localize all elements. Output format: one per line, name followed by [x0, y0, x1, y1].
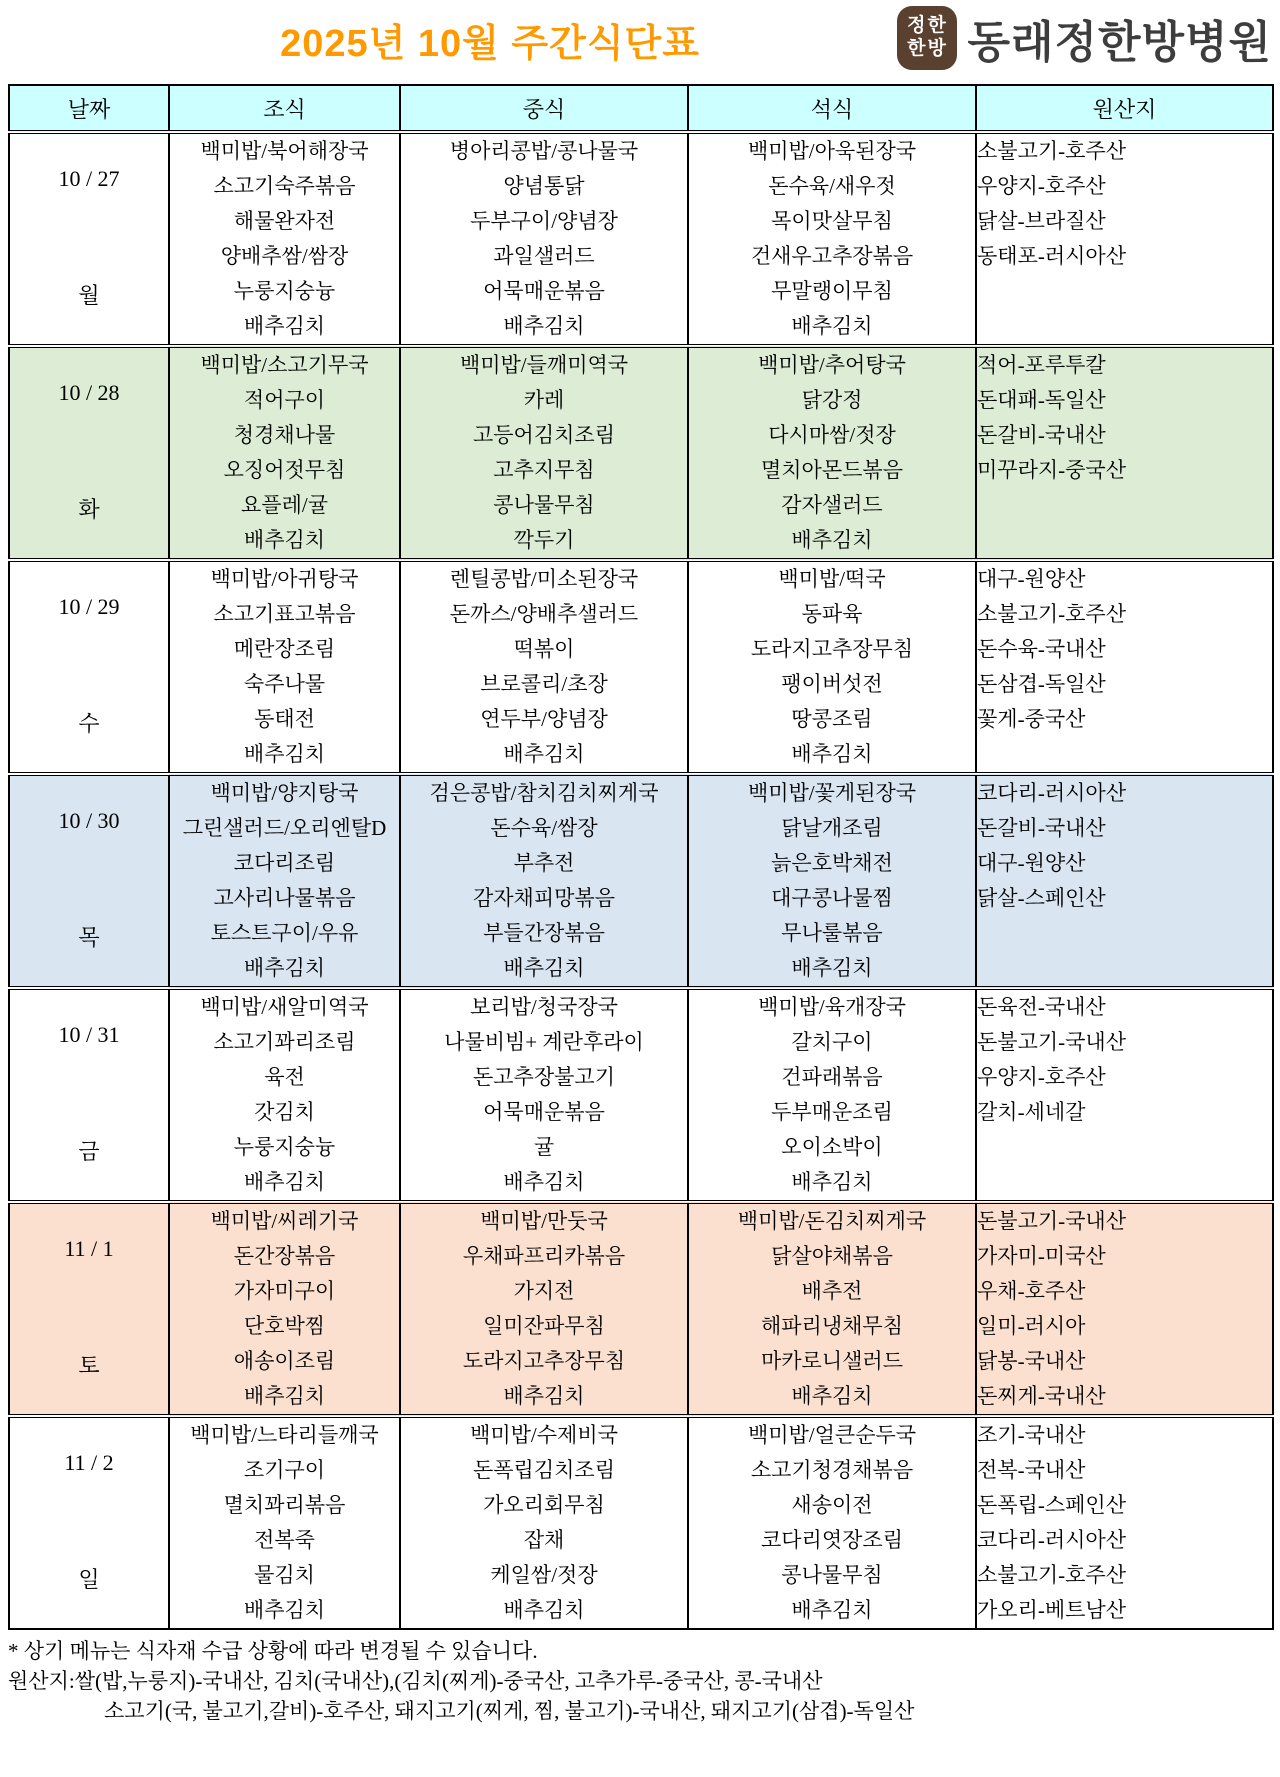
menu-item: 백미밥/새알미역국 [200, 995, 369, 1019]
menu-item: 배추김치 [791, 528, 873, 552]
menu-item: 백미밥/아귀탕국 [210, 567, 359, 591]
origin-item: 돈삼겹-독일산 [977, 672, 1106, 696]
menu-item: 감자샐러드 [781, 493, 883, 517]
menu-item: 배추김치 [791, 1170, 873, 1194]
menu-item: 백미밥/꽃게된장국 [747, 781, 917, 805]
menu-item: 배추김치 [503, 956, 585, 980]
menu-item: 도라지고추장무침 [462, 1349, 626, 1373]
menu-item: 부들간장볶음 [483, 921, 605, 945]
day-of-week-label: 화 [78, 497, 100, 522]
origin-item: 우채-호주산 [977, 1279, 1086, 1303]
menu-item: 적어구이 [243, 388, 326, 412]
menu-item: 귤 [533, 1135, 555, 1159]
origin-cell [976, 560, 1273, 774]
menu-item: 카레 [523, 388, 565, 412]
menu-item: 고등어김치조림 [472, 423, 615, 447]
menu-item: 닭강정 [801, 388, 863, 412]
menu-item: 양배추쌈/쌈장 [220, 244, 349, 268]
menu-item: 땅콩조림 [791, 707, 873, 731]
menu-item: 전복죽 [254, 1528, 315, 1552]
menu-item: 돈수육/새우젓 [768, 174, 896, 198]
menu-item: 연두부/양념장 [480, 707, 608, 731]
origin-cell [976, 346, 1273, 560]
menu-item: 두부구이/양념장 [470, 209, 618, 233]
origin-cell [976, 1202, 1273, 1416]
breakfast-cell [169, 132, 400, 346]
menu-item: 배추김치 [503, 1598, 585, 1622]
menu-row [9, 560, 1273, 774]
menu-item: 백미밥/추어탕국 [758, 353, 906, 377]
col-header-date: 날짜 [9, 85, 169, 132]
page-footer [8, 1636, 1280, 1726]
menu-item: 백미밥/아욱된장국 [747, 139, 917, 163]
origin-item: 코다리-러시아산 [977, 1528, 1126, 1552]
menu-item: 닭날개조림 [781, 816, 883, 840]
stamp-text-top: 정한 [907, 15, 948, 37]
date-label: 10 / 31 [58, 1022, 120, 1047]
menu-item: 단호박찜 [243, 1314, 326, 1338]
hospital-name: 동래정한방병원 [967, 18, 1272, 67]
date-cell [9, 1416, 169, 1629]
page-title: 2025년 10월 주간식단표 [280, 23, 700, 65]
date-cell [9, 988, 169, 1202]
menu-item: 건파래볶음 [781, 1065, 883, 1089]
menu-item: 백미밥/소고기무국 [200, 353, 369, 377]
menu-item: 돈수육/쌈장 [490, 816, 598, 840]
menu-item: 도라지고추장무침 [750, 637, 914, 661]
day-of-week-label: 수 [78, 711, 100, 736]
col-header-origin: 원산지 [976, 85, 1273, 132]
date-label: 10 / 29 [58, 594, 120, 619]
origin-note-line2: 소고기(국, 불고기,갈비)-호주산, 돼지고기(찌게, 찜, 불고기)-국내산, 돼지고기(삼겹)-독일산 [104, 1699, 915, 1723]
date-cell [9, 346, 169, 560]
menu-item: 보리밥/청국장국 [470, 995, 618, 1019]
menu-item: 백미밥/수제비국 [470, 1423, 618, 1447]
menu-item: 오징어젓무침 [223, 458, 346, 482]
menu-item: 멸치아몬드볶음 [760, 458, 903, 482]
menu-item: 건새우고추장볶음 [750, 244, 914, 268]
origin-item: 돈육전-국내산 [977, 995, 1106, 1019]
menu-item: 무말랭이무침 [771, 279, 893, 303]
menu-item: 목이맛살무침 [771, 209, 893, 233]
dinner-cell [688, 988, 976, 1202]
menu-item: 두부매운조림 [771, 1100, 893, 1124]
menu-row [9, 1416, 1273, 1629]
menu-item: 누룽지숭늉 [233, 1135, 336, 1159]
col-header-breakfast: 조식 [169, 85, 400, 132]
origin-item: 닭살-스페인산 [977, 886, 1106, 910]
menu-item: 고사리나물볶음 [213, 886, 356, 910]
col-header-dinner: 석식 [688, 85, 976, 132]
menu-item: 일미잔파무침 [483, 1314, 605, 1338]
menu-row [9, 988, 1273, 1202]
origin-item: 우양지-호주산 [977, 1065, 1106, 1089]
origin-item: 우양지-호주산 [977, 174, 1106, 198]
origin-cell [976, 774, 1273, 988]
dinner-cell [688, 346, 976, 560]
origin-item: 미꾸라지-중국산 [977, 458, 1126, 482]
day-of-week-label: 목 [78, 925, 100, 950]
menu-item: 코다리엿장조림 [760, 1528, 903, 1552]
day-of-week-label: 금 [78, 1139, 100, 1164]
origin-item: 돈대패-독일산 [977, 388, 1106, 412]
menu-item: 백미밥/북어해장국 [200, 139, 369, 163]
dinner-cell [688, 560, 976, 774]
breakfast-cell [169, 346, 400, 560]
menu-item: 백미밥/돈김치찌게국 [737, 1209, 927, 1233]
menu-item: 우채파프리카볶음 [462, 1244, 626, 1268]
origin-item: 닭봉-국내산 [977, 1349, 1086, 1373]
dinner-cell [688, 1202, 976, 1416]
menu-item: 나물비빔+ 계란후라이 [444, 1030, 644, 1054]
menu-item: 오이소박이 [781, 1135, 883, 1159]
origin-item: 닭살-브라질산 [977, 209, 1106, 233]
menu-item: 가오리회무침 [483, 1493, 605, 1517]
menu-change-note: * 상기 메뉴는 식자재 수급 상황에 따라 변경될 수 있습니다. [8, 1639, 538, 1663]
menu-item: 배추김치 [243, 1170, 326, 1194]
menu-item: 배추김치 [791, 1384, 873, 1408]
breakfast-cell [169, 988, 400, 1202]
origin-item: 돈불고기-국내산 [977, 1209, 1126, 1233]
date-cell [9, 132, 169, 346]
menu-item: 백미밥/들깨미역국 [459, 353, 629, 377]
menu-item: 돈폭립김치조림 [472, 1458, 615, 1482]
dinner-cell [688, 1416, 976, 1629]
origin-item: 대구-원양산 [977, 567, 1086, 591]
menu-item: 백미밥/얼큰순두국 [747, 1423, 917, 1447]
origin-item: 돈수육-국내산 [977, 637, 1106, 661]
menu-item: 배추전 [801, 1279, 863, 1303]
hospital-logo [897, 6, 1272, 70]
menu-item: 소고기숙주볶음 [213, 174, 356, 198]
menu-item: 닭살야채볶음 [771, 1244, 893, 1268]
date-label: 11 / 1 [64, 1236, 114, 1261]
menu-item: 마카로니샐러드 [760, 1349, 903, 1373]
date-label: 10 / 28 [58, 380, 120, 405]
origin-item: 돈불고기-국내산 [977, 1030, 1126, 1054]
menu-item: 다시마쌈/젓장 [768, 423, 896, 447]
menu-item: 배추김치 [243, 1598, 326, 1622]
lunch-cell [400, 346, 688, 560]
menu-item: 배추김치 [243, 1384, 326, 1408]
menu-item: 배추김치 [791, 1598, 873, 1622]
origin-item: 조기-국내산 [977, 1423, 1086, 1447]
menu-item: 물김치 [254, 1563, 315, 1587]
date-label: 10 / 30 [58, 808, 120, 833]
menu-item: 동파육 [801, 602, 863, 626]
breakfast-cell [169, 774, 400, 988]
menu-item: 소고기청경채볶음 [750, 1458, 914, 1482]
origin-item: 대구-원양산 [977, 851, 1086, 875]
weekly-menu-table [8, 84, 1274, 1630]
menu-item: 새송이전 [791, 1493, 873, 1517]
menu-item: 배추김치 [243, 956, 326, 980]
stamp-text-bottom: 한방 [907, 38, 948, 59]
origin-item: 소불고기-호주산 [977, 1563, 1126, 1587]
menu-item: 돈고추장불고기 [472, 1065, 615, 1089]
menu-item: 양념통닭 [503, 174, 585, 198]
menu-item: 누룽지숭늉 [233, 279, 336, 303]
menu-item: 갓김치 [254, 1100, 315, 1124]
menu-item: 배추김치 [243, 528, 326, 552]
menu-item: 어묵매운볶음 [483, 1100, 605, 1124]
menu-item: 백미밥/씨레기국 [210, 1209, 359, 1233]
breakfast-cell [169, 560, 400, 774]
menu-row [9, 132, 1273, 346]
menu-row [9, 1202, 1273, 1416]
dinner-cell [688, 774, 976, 988]
menu-row [9, 346, 1273, 560]
menu-item: 잡채 [523, 1528, 565, 1552]
day-of-week-label: 월 [78, 283, 100, 308]
menu-item: 늙은호박채전 [771, 851, 893, 875]
menu-item: 돈간장볶음 [233, 1244, 336, 1268]
lunch-cell [400, 560, 688, 774]
menu-item: 깍두기 [513, 528, 575, 552]
menu-item: 브로콜리/초장 [480, 672, 608, 696]
menu-item: 배추김치 [791, 956, 873, 980]
lunch-cell [400, 1202, 688, 1416]
origin-item: 갈치-세네갈 [977, 1100, 1086, 1124]
menu-item: 병아리콩밥/콩나물국 [449, 139, 639, 163]
menu-item: 팽이버섯전 [781, 672, 883, 696]
menu-item: 고추지무침 [493, 458, 595, 482]
menu-item: 배추김치 [243, 314, 326, 338]
menu-item: 백미밥/양지탕국 [210, 781, 359, 805]
col-header-lunch: 중식 [400, 85, 688, 132]
menu-item: 그린샐러드/오리엔탈D [182, 816, 387, 840]
menu-item: 백미밥/만둣국 [480, 1209, 608, 1233]
lunch-cell [400, 774, 688, 988]
menu-item: 배추김치 [243, 742, 326, 766]
menu-item: 대구콩나물찜 [771, 886, 893, 910]
origin-note-line1: 원산지:쌀(밥,누룽지)-국내산, 김치(국내산),(김치(찌게)-중국산, 고추가루-중국산, 콩-국내산 [8, 1669, 823, 1693]
menu-item: 조기구이 [243, 1458, 326, 1482]
origin-item: 소불고기-호주산 [977, 602, 1126, 626]
menu-item: 멸치꽈리볶음 [223, 1493, 346, 1517]
menu-item: 배추김치 [503, 1170, 585, 1194]
menu-item: 백미밥/느타리들깨국 [190, 1423, 379, 1447]
menu-item: 배추김치 [791, 742, 873, 766]
menu-item: 콩나물무침 [781, 1563, 883, 1587]
origin-item: 돈폭립-스페인산 [977, 1493, 1126, 1517]
breakfast-cell [169, 1416, 400, 1629]
menu-item: 떡볶이 [513, 637, 575, 661]
menu-item: 배추김치 [503, 314, 585, 338]
hospital-stamp-icon [897, 6, 957, 70]
menu-item: 해파리냉채무침 [760, 1314, 903, 1338]
origin-item: 돈찌게-국내산 [977, 1384, 1106, 1408]
origin-item: 가자미-미국산 [977, 1244, 1106, 1268]
origin-item: 일미-러시아 [977, 1314, 1086, 1338]
lunch-cell [400, 1416, 688, 1629]
menu-item: 소고기꽈리조림 [213, 1030, 356, 1054]
menu-item: 렌틸콩밥/미소된장국 [449, 567, 639, 591]
menu-item: 코다리조림 [233, 851, 336, 875]
date-cell [9, 560, 169, 774]
origin-cell [976, 988, 1273, 1202]
menu-item: 가자미구이 [233, 1279, 336, 1303]
date-cell [9, 1202, 169, 1416]
lunch-cell [400, 132, 688, 346]
menu-item: 토스트구이/우유 [210, 921, 359, 945]
menu-item: 애송이조림 [233, 1349, 336, 1373]
menu-item: 감자채피망볶음 [472, 886, 615, 910]
menu-item: 배추김치 [503, 742, 585, 766]
menu-item: 무나룰볶음 [781, 921, 883, 945]
table-header-row [9, 85, 1273, 132]
menu-item: 백미밥/떡국 [778, 567, 886, 591]
breakfast-cell [169, 1202, 400, 1416]
menu-item: 해물완자전 [233, 209, 336, 233]
menu-item: 콩나물무침 [493, 493, 595, 517]
menu-item: 숙주나물 [243, 672, 326, 696]
menu-item: 청경채나물 [233, 423, 336, 447]
date-cell [9, 774, 169, 988]
day-of-week-label: 토 [78, 1353, 100, 1378]
menu-item: 가지전 [513, 1279, 575, 1303]
origin-item: 가오리-베트남산 [977, 1598, 1126, 1622]
menu-item: 동태전 [254, 707, 315, 731]
menu-item: 검은콩밥/참치김치찌게국 [429, 781, 659, 805]
menu-item: 돈까스/양배추샐러드 [449, 602, 639, 626]
menu-item: 갈치구이 [791, 1030, 873, 1054]
menu-item: 소고기표고볶음 [213, 602, 356, 626]
menu-row [9, 774, 1273, 988]
lunch-cell [400, 988, 688, 1202]
menu-item: 배추김치 [503, 1384, 585, 1408]
menu-item: 부추전 [513, 851, 575, 875]
menu-item: 요플레/귤 [241, 493, 328, 517]
menu-item: 과일샐러드 [493, 244, 595, 268]
origin-item: 돈갈비-국내산 [977, 423, 1106, 447]
origin-cell [976, 1416, 1273, 1629]
origin-item: 동태포-러시아산 [977, 244, 1126, 268]
menu-item: 배추김치 [791, 314, 873, 338]
origin-item: 돈갈비-국내산 [977, 816, 1106, 840]
origin-item: 코다리-러시아산 [977, 781, 1126, 805]
origin-item: 전복-국내산 [977, 1458, 1086, 1482]
menu-item: 메란장조림 [233, 637, 336, 661]
origin-item: 소불고기-호주산 [977, 139, 1126, 163]
origin-item: 꽃게-중국산 [977, 707, 1086, 731]
origin-cell [976, 132, 1273, 346]
date-label: 11 / 2 [64, 1450, 114, 1475]
dinner-cell [688, 132, 976, 346]
page-header [0, 0, 1280, 84]
origin-item: 적어-포루투칼 [977, 353, 1106, 377]
menu-item: 백미밥/육개장국 [758, 995, 906, 1019]
date-label: 10 / 27 [58, 166, 120, 191]
day-of-week-label: 일 [78, 1567, 100, 1592]
menu-item: 어묵매운볶음 [483, 279, 605, 303]
menu-item: 케일쌈/젓장 [490, 1563, 598, 1587]
menu-item: 육전 [264, 1065, 305, 1089]
